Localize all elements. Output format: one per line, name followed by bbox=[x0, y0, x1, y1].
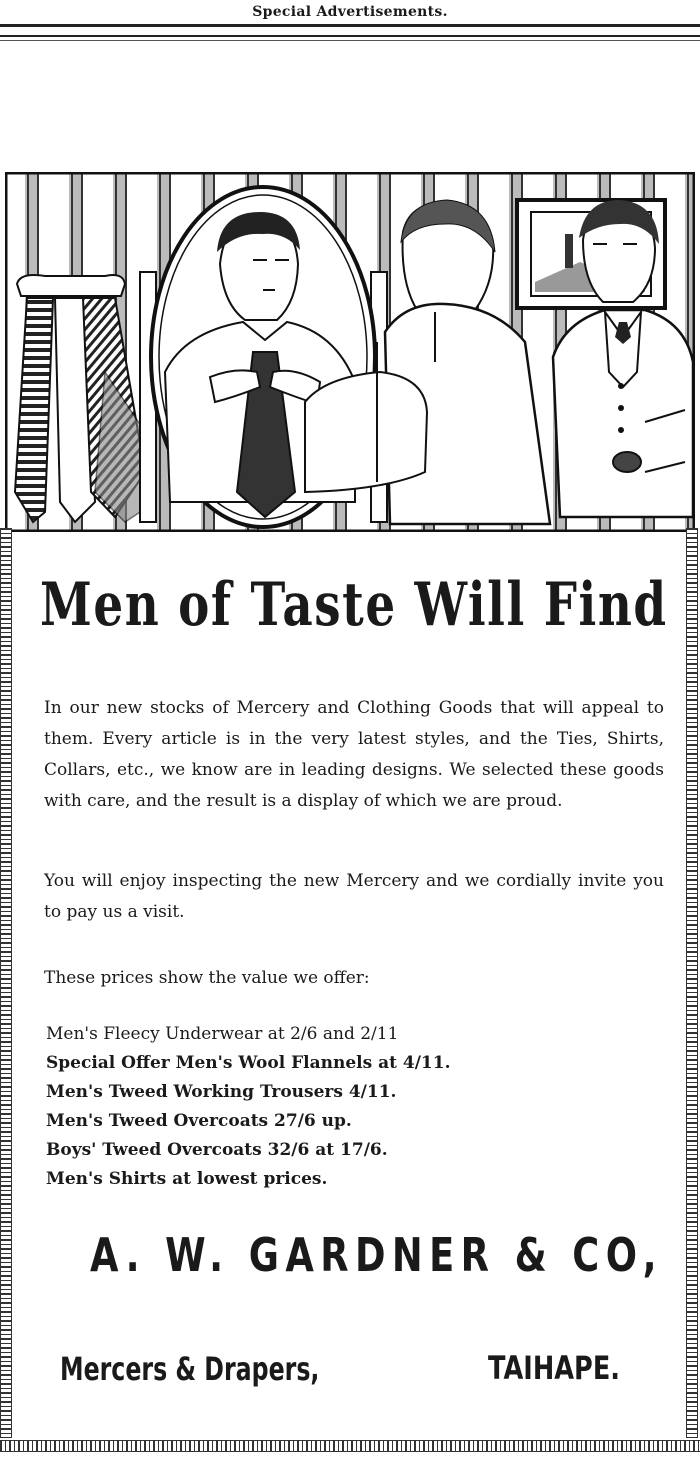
price-item: Boys' Tweed Overcoats 32/6 at 17/6. bbox=[46, 1140, 388, 1160]
trade-description: Mercers & Drapers, bbox=[60, 1350, 320, 1388]
ornamental-border-bottom bbox=[0, 1440, 700, 1452]
header-double-rule-top bbox=[0, 35, 700, 37]
body-paragraph: In our new stocks of Mercery and Clothing Goods that will appeal to them. Every article is in the very latest styles, and the Ties, Shirts, Collars, etc., we know are in leading designs. We selected these goods with care, and the result is a display of which we are proud. bbox=[44, 698, 664, 811]
ornamental-border-right bbox=[686, 528, 698, 1438]
company-name: A. W. GARDNER & CO, bbox=[90, 1228, 663, 1282]
price-item: Men's Tweed Overcoats 27/6 up. bbox=[46, 1111, 352, 1131]
header-rule bbox=[0, 24, 700, 27]
header-double-rule-bottom bbox=[0, 40, 700, 41]
town-name: TAIHAPE. bbox=[488, 1349, 621, 1387]
prices-intro: These prices show the value we offer: bbox=[44, 968, 370, 988]
advert-headline: Men of Taste Will Find bbox=[40, 570, 668, 640]
ornamental-border-left bbox=[0, 528, 12, 1438]
price-item: Special Offer Men's Wool Flannels at 4/11. bbox=[46, 1053, 451, 1073]
section-title: Special Advertisements. bbox=[252, 4, 448, 20]
price-list bbox=[46, 1020, 646, 1194]
invitation-paragraph: You will enjoy inspecting the new Mercery and we cordially invite you to pay us a visit. bbox=[44, 871, 664, 922]
page-header bbox=[0, 0, 700, 22]
price-item: Men's Fleecy Underwear at 2/6 and 2/11 bbox=[46, 1024, 399, 1044]
price-item: Men's Tweed Working Trousers 4/11. bbox=[46, 1082, 397, 1102]
price-item: Men's Shirts at lowest prices. bbox=[46, 1169, 328, 1189]
tailor-illustration bbox=[5, 172, 695, 532]
